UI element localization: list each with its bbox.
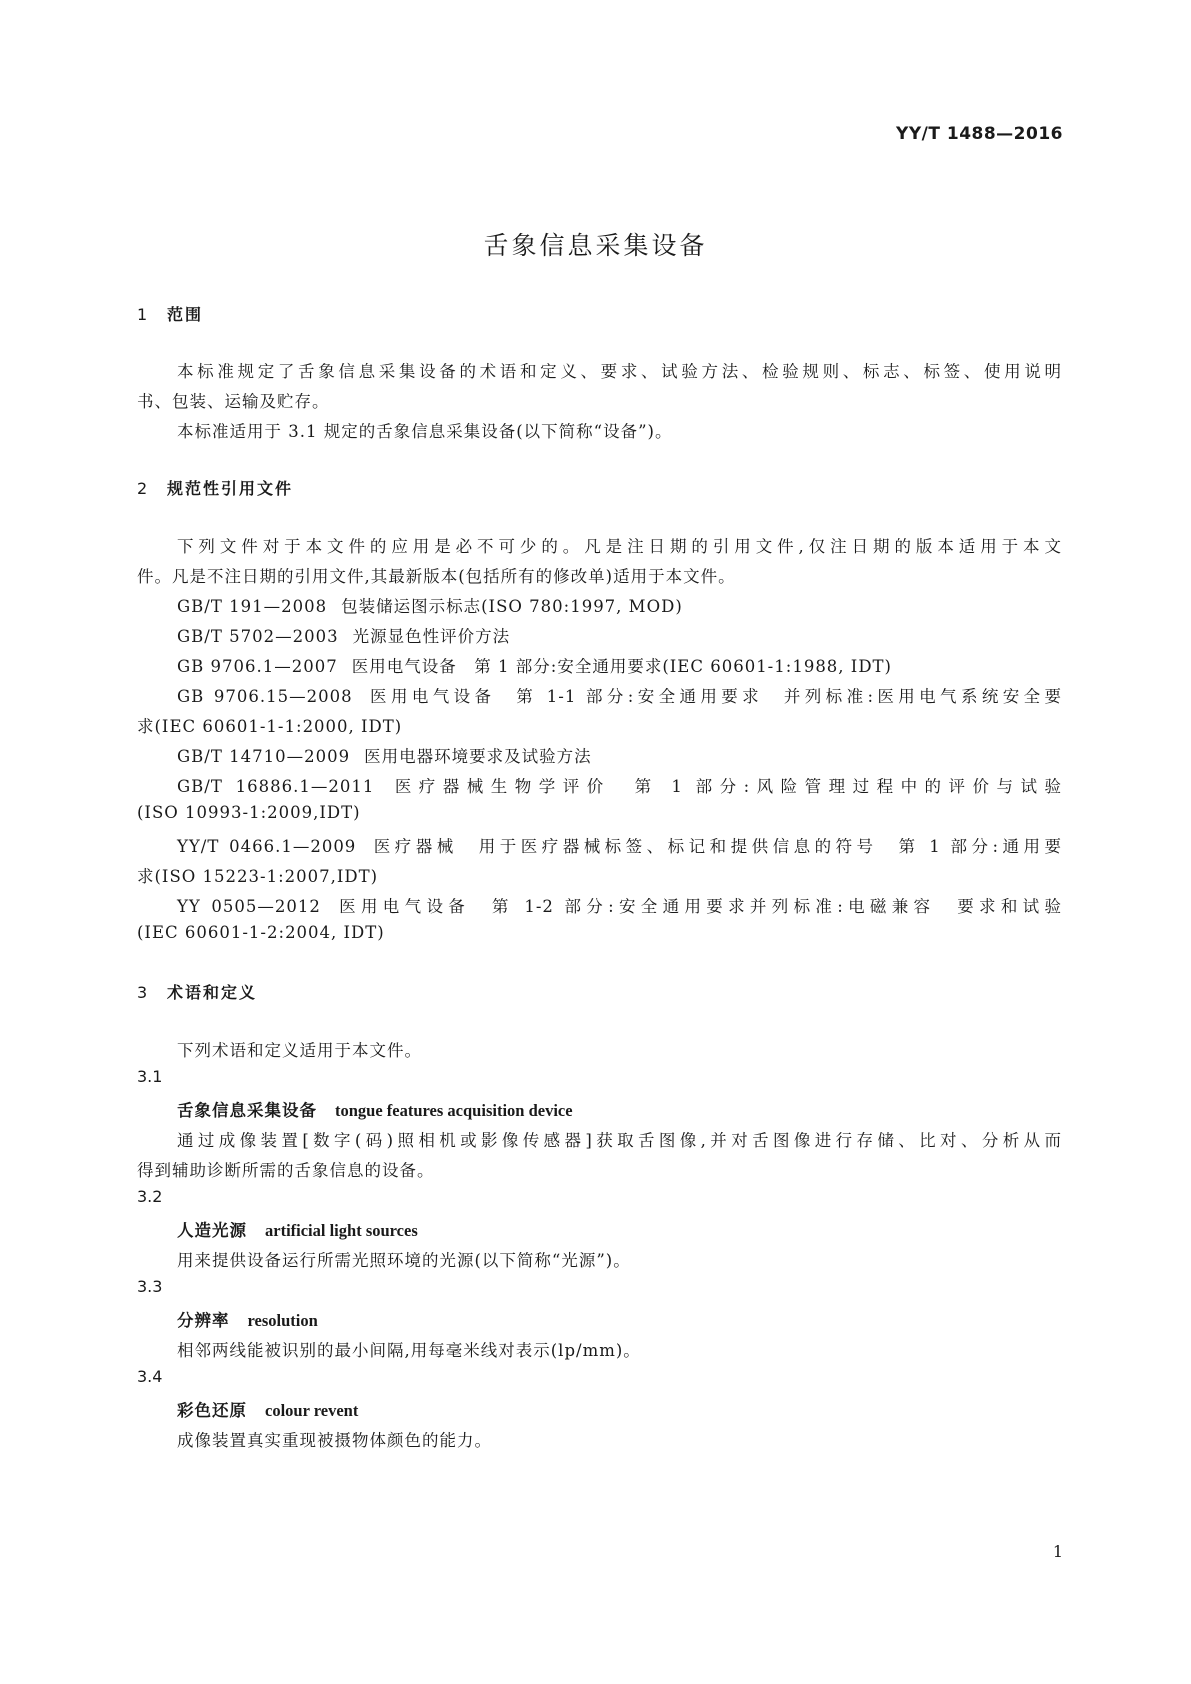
section-number: 1 — [137, 305, 148, 324]
page-number: 1 — [1052, 1542, 1063, 1561]
term-heading — [177, 1217, 418, 1241]
term-definition: 成像装置真实重现被摄物体颜色的能力。 — [177, 1431, 492, 1450]
term-definition: 通过成像装置[数字(码)照相机或影像传感器]获取舌图像,并对舌图像进行存储、比对、分析从而 — [177, 1131, 1062, 1150]
reference-title: 包装储运图示标志(ISO 780:1997, MOD) — [341, 597, 683, 616]
term-number: 3.1 — [137, 1067, 163, 1086]
reference-continuation: (IEC 60601-1-2:2004, IDT) — [137, 923, 385, 942]
reference-item — [177, 773, 1062, 797]
reference-code: GB/T 5702—2003 — [177, 627, 339, 646]
paragraph-line: 下列文件对于本文件的应用是必不可少的。凡是注日期的引用文件,仅注日期的版本适用于本文 — [177, 537, 1062, 556]
paragraph-line: 本标准规定了舌象信息采集设备的术语和定义、要求、试验方法、检验规则、标志、标签、使用说明 — [177, 362, 1062, 381]
term-number: 3.3 — [137, 1277, 163, 1296]
section-title: 术语和定义 — [167, 983, 258, 1002]
reference-continuation: 求(ISO 15223-1:2007,IDT) — [137, 867, 379, 886]
term-english: colour revent — [265, 1401, 359, 1420]
reference-item — [177, 833, 1062, 857]
reference-title: 医疗器械 用于医疗器械标签、标记和提供信息的符号 第 1 部分:通用要 — [370, 837, 1062, 856]
term-chinese: 舌象信息采集设备 — [177, 1101, 317, 1120]
term-definition: 相邻两线能被识别的最小间隔,用每毫米线对表示(lp/mm)。 — [177, 1341, 641, 1360]
term-chinese: 人造光源 — [177, 1221, 247, 1240]
section-2-heading — [137, 476, 293, 499]
term-number: 3.2 — [137, 1187, 163, 1206]
reference-title: 医用电气设备 第 1-2 部分:安全通用要求并列标准:电磁兼容 要求和试验 — [334, 897, 1062, 916]
reference-code: YY/T 0466.1—2009 — [177, 837, 357, 856]
reference-item — [177, 593, 683, 617]
reference-code: YY 0505—2012 — [177, 897, 321, 916]
reference-item — [177, 683, 1062, 707]
standard-number: YY/T 1488—2016 — [896, 124, 1063, 144]
paragraph-line: 下列术语和定义适用于本文件。 — [177, 1041, 422, 1060]
document-title: 舌象信息采集设备 — [483, 231, 708, 260]
term-number: 3.4 — [137, 1367, 163, 1386]
paragraph-line: 本标准适用于 3.1 规定的舌象信息采集设备(以下简称“设备”)。 — [177, 422, 673, 441]
term-english: artificial light sources — [265, 1221, 418, 1240]
reference-title: 医用电气设备 第 1 部分:安全通用要求(IEC 60601-1:1988, IDT) — [351, 657, 892, 676]
section-title: 范围 — [167, 305, 204, 324]
reference-item — [177, 893, 1062, 917]
term-chinese: 彩色还原 — [177, 1401, 247, 1420]
term-chinese: 分辨率 — [177, 1311, 230, 1330]
section-3-heading — [137, 980, 257, 1003]
reference-item — [177, 653, 892, 677]
section-title: 规范性引用文件 — [167, 479, 294, 498]
section-number: 3 — [137, 983, 148, 1002]
reference-code: GB/T 14710—2009 — [177, 747, 351, 766]
reference-continuation: 求(IEC 60601-1-1:2000, IDT) — [137, 717, 403, 736]
reference-code: GB 9706.1—2007 — [177, 657, 338, 676]
reference-code: GB/T 191—2008 — [177, 597, 328, 616]
term-heading — [177, 1397, 358, 1421]
paragraph-line: 件。凡是不注日期的引用文件,其最新版本(包括所有的修改单)适用于本文件。 — [137, 567, 736, 586]
term-heading — [177, 1097, 573, 1121]
term-definition: 用来提供设备运行所需光照环境的光源(以下简称“光源”)。 — [177, 1251, 631, 1270]
reference-title: 医用电气设备 第 1-1 部分:安全通用要求 并列标准:医用电气系统安全要 — [366, 687, 1062, 706]
reference-continuation: (ISO 10993-1:2009,IDT) — [137, 803, 361, 822]
term-english: resolution — [247, 1311, 318, 1330]
term-definition: 得到辅助诊断所需的舌象信息的设备。 — [137, 1161, 435, 1180]
reference-title: 医用电器环境要求及试验方法 — [364, 747, 592, 766]
term-heading — [177, 1307, 318, 1331]
reference-code: GB/T 16886.1—2011 — [177, 777, 375, 796]
section-1-heading — [137, 302, 203, 325]
paragraph-line: 书、包装、运输及贮存。 — [137, 392, 330, 411]
reference-title: 光源显色性评价方法 — [352, 627, 511, 646]
reference-item — [177, 743, 592, 767]
term-english: tongue features acquisition device — [335, 1101, 573, 1120]
reference-code: GB 9706.15—2008 — [177, 687, 353, 706]
section-number: 2 — [137, 479, 148, 498]
reference-title: 医疗器械生物学评价 第 1 部分:风险管理过程中的评价与试验 — [388, 777, 1062, 796]
reference-item — [177, 623, 510, 647]
